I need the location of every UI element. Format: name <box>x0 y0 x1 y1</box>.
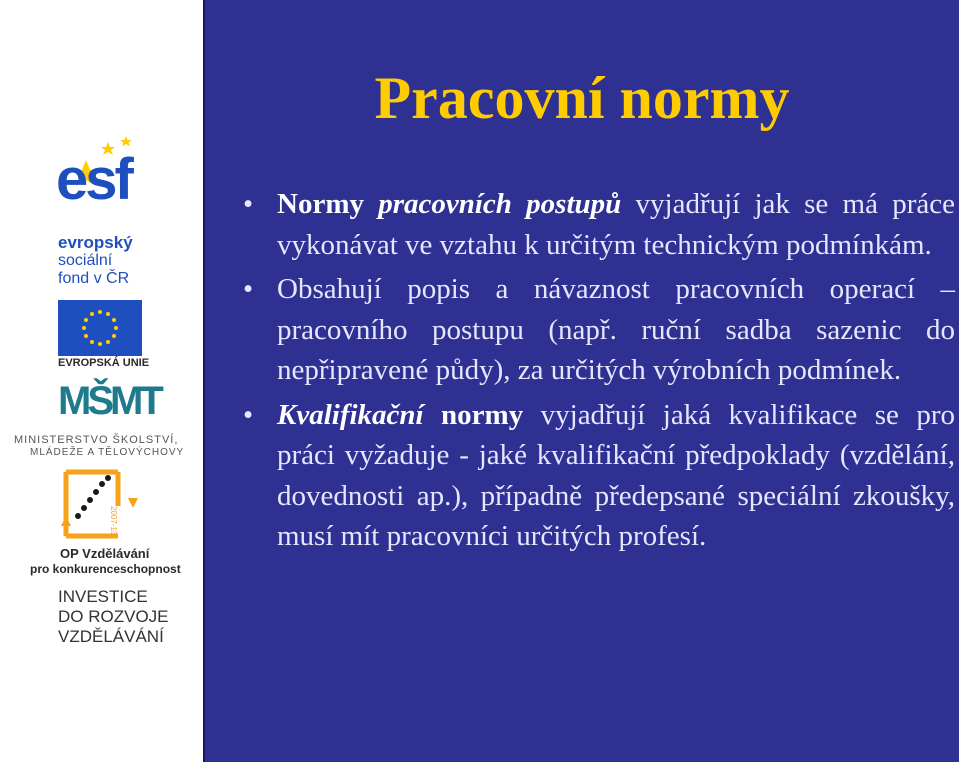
bullet-list <box>239 184 955 561</box>
bullet-1-bold: Normy <box>277 188 379 220</box>
bullet-item-3 <box>239 395 955 557</box>
bullet-glyph: • <box>243 398 254 431</box>
bullet-3-bold-italic: Kvalifikační <box>277 398 424 431</box>
op-line-1: OP Vzdělávání <box>60 546 150 561</box>
bullet-1-bold-italic: pracovních postupů <box>378 188 622 220</box>
investice-line-2: DO ROZVOJE <box>58 607 169 626</box>
bullet-item-2 <box>239 269 955 391</box>
esf-line-3: fond v ČR <box>58 270 130 287</box>
op-years: 2007-13 <box>109 506 118 536</box>
slide-title: Pracovní normy <box>374 65 790 131</box>
esf-line-1: evropský <box>58 233 133 252</box>
op-line-2: pro konkurenceschopnost <box>30 562 181 576</box>
logo-sidebar <box>0 0 205 762</box>
investice-line-1: INVESTICE <box>58 587 148 606</box>
eu-flag-icon <box>58 300 142 356</box>
bullet-3-bold: normy <box>423 398 524 431</box>
bullet-glyph: • <box>243 273 254 305</box>
esf-line-2: sociální <box>58 252 113 269</box>
bullet-item-1 <box>239 184 955 265</box>
slide-content <box>205 0 959 762</box>
msmt-line-1: MINISTERSTVO ŠKOLSTVÍ, <box>14 434 179 446</box>
esf-logo-text: esf <box>56 147 131 212</box>
bullet-2-text: Obsahují popis a návaznost pracovních operací – pracovního postupu (např. ruční sadba sazenic do nepřipravené půdy), za určitých výrobních podmínek. <box>277 273 955 386</box>
eu-label: EVROPSKÁ UNIE <box>58 357 150 369</box>
bullet-3-text: vyjadřují jaká kvalifikace se pro práci vyžaduje - jaké kvalifikační předpoklady (vzdělání, dovednosti ap.), případně předepsané speciální zkoušky, musí mít pracovníci určitých profesí. <box>277 398 955 552</box>
msmt-line-2: MLÁDEŽE A TĚLOVÝCHOVY <box>30 447 185 458</box>
bullet-glyph: • <box>243 188 254 220</box>
op-logo-icon <box>58 466 144 546</box>
msmt-logo: MŠMT <box>58 379 160 423</box>
bullet-1-text: vyjadřují jak se má práce vykonávat ve vztahu k určitým technickým podmínkám. <box>277 188 955 261</box>
investice-line-3: VZDĚLÁVÁNÍ <box>58 627 164 646</box>
